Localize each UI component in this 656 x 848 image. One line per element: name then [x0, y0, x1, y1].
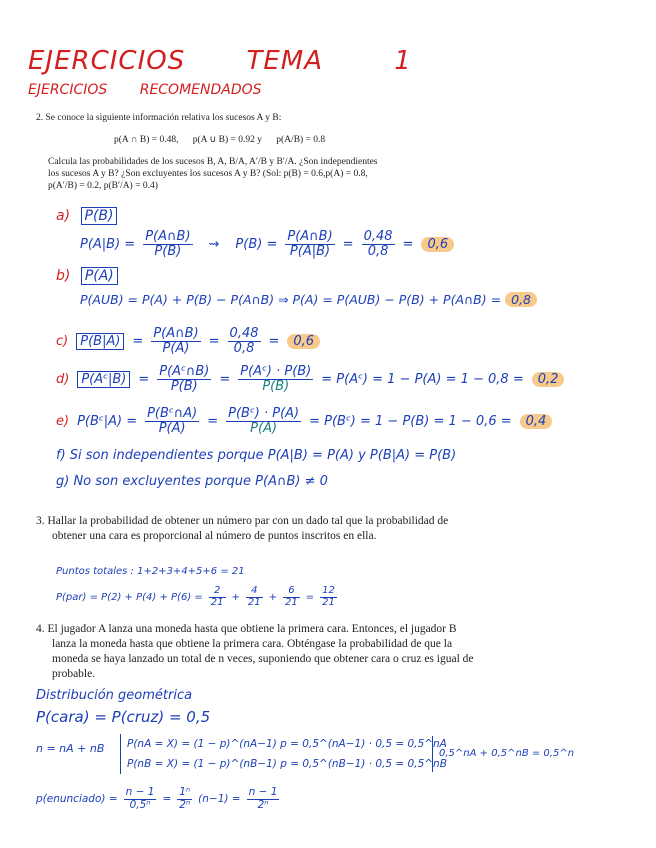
exercise-3-f4-den: 21	[322, 596, 335, 608]
title-number: 1	[394, 46, 412, 76]
answer-e-num-2: P(Bᶜ) · P(A)	[228, 405, 300, 421]
exercise-4-line-4: probable.	[52, 668, 96, 680]
answer-d-den-1: P(B)	[170, 378, 198, 394]
answer-a-den-2: P(A|B)	[289, 243, 331, 259]
exercise-3-statement	[36, 514, 448, 544]
answer-b-label: b)	[56, 268, 71, 284]
exercise-4-number: 4.	[36, 623, 45, 635]
exercise-4-n-sum: n = nA + nB	[36, 742, 105, 755]
exercise-4-final-den-1: 0,5ⁿ	[129, 798, 151, 811]
exercise-3-f2-num: 4	[246, 586, 263, 598]
exercise-2-number: 2.	[36, 113, 44, 123]
answer-b-box: P(A)	[81, 267, 118, 285]
exercise-4-final-num-1: n − 1	[125, 786, 155, 799]
page-subtitle: EJERCICIOS RECOMENDADOS	[28, 82, 262, 98]
answer-e-lhs: P(Bᶜ|A) =	[77, 413, 138, 429]
exercise-4-prob-equal: P(cara) = P(cruz) = 0,5	[36, 708, 211, 726]
answer-e-num-1: P(Bᶜ∩A)	[147, 405, 198, 421]
title-main: EJERCICIOS	[28, 46, 186, 76]
answer-d-box: P(Aᶜ|B)	[77, 371, 130, 388]
answer-d-num-1: P(Aᶜ∩B)	[159, 363, 210, 379]
answer-c-num-1: P(A∩B)	[153, 325, 199, 341]
exercise-3-f2-den: 21	[247, 596, 261, 608]
exercise-4-row-a: P(nA = X) = (1 − p)^(nA−1) p = 0,5^(nA−1) · 0,5 = 0,5^nA	[127, 738, 447, 750]
exercise-4-final-num-2: 1ⁿ	[179, 786, 191, 799]
answer-b-header	[56, 268, 118, 284]
exercise-3-number: 3.	[36, 515, 45, 527]
page-title	[28, 46, 412, 76]
answer-a-den-1: P(B)	[154, 243, 182, 259]
answer-e-tail: = P(Bᶜ) = 1 − P(B) = 1 − 0,6 =	[309, 413, 512, 429]
answer-f: f) Si son independientes porque P(A|B) = P(A) y P(B|A) = P(B)	[56, 448, 457, 463]
exercise-4-final	[36, 784, 279, 814]
exercise-3-solution: P(par) = P(2) + P(4) + P(6) = $\frac{2}{21}$ + $\frac{4}{21}$ + $\frac{6}{21}$ = $\frac{12}{21}$	[56, 585, 335, 608]
title-tema: TEMA	[246, 46, 323, 76]
exercise-4-final-den-2: 2ⁿ	[179, 798, 191, 811]
answer-b-formula	[80, 292, 537, 307]
answer-c-den-2: 0,8	[233, 340, 255, 356]
answer-a-formula: P(A|B) = $\frac{P(A\cap B)}{P(B)}$ ⇝ P(B) = $\frac{P(A\cap B)}{P(A|B)}$ = $\frac{0,48}{0,8}$ = 0,6	[80, 226, 454, 262]
exercise-2-question-3: p(A′/B) = 0.2, p(B′/A) = 0.4)	[48, 181, 158, 191]
exercise-3-f1-num: 2	[209, 586, 226, 598]
exercise-3-f4-num: 12	[322, 585, 335, 596]
exercise-2-intro: Se conoce la siguiente información relativa los sucesos A y B:	[45, 113, 282, 123]
exercise-2-given: p(A ∩ B) = 0.48, p(A ∪ B) = 0.92 y p(A/B) = 0.8	[114, 135, 326, 145]
exercise-4-line-2: lanza la moneda hasta que obtiene la primera cara. Obténgase la probabilidad de que la	[52, 638, 453, 650]
exercise-4-final-tail: (n−1) =	[198, 793, 241, 805]
answer-a-num-3: 0,48	[363, 228, 393, 244]
answer-d-tail: = P(Aᶜ) = 1 − P(A) = 1 − 0,8 =	[321, 371, 524, 387]
exercise-3-total: Puntos totales : 1+2+3+4+5+6 = 21	[56, 566, 245, 577]
answer-e-result: 0,4	[520, 414, 553, 429]
answer-c-den-1: P(A)	[162, 340, 190, 356]
answer-d-num-2: P(Aᶜ) · P(B)	[240, 363, 312, 379]
exercise-4-line-3: moneda se haya lanzado un total de n veces, suponiendo que obtener cara o cruz es igual de	[52, 653, 474, 665]
exercise-4-statement	[36, 622, 474, 682]
answer-e-den-1: P(A)	[158, 420, 186, 436]
answer-b-result: 0,8	[505, 292, 537, 307]
answer-a-header	[56, 208, 117, 224]
exercise-4-distribution: Distribución geométrica	[36, 688, 193, 703]
answer-d-result: 0,2	[532, 372, 565, 387]
answer-a-lhs: P(A|B) =	[80, 236, 136, 252]
exercise-4-final-pre: p(enunciado) =	[36, 793, 118, 805]
exercise-4-row-b: P(nB = X) = (1 − p)^(nB−1) p = 0,5^(nB−1) · 0,5 = 0,5^nB	[127, 758, 447, 770]
exercise-4-final-num-3: n − 1	[248, 786, 278, 799]
answer-a-label: a)	[56, 208, 71, 224]
answer-a-mid: P(B) =	[235, 236, 278, 252]
exercise-3-line-2: obtener una cara es proporcional al número de puntos inscritos en ella.	[52, 530, 377, 542]
answer-a-den-3: 0,8	[367, 243, 389, 259]
exercise-2-statement	[36, 112, 378, 192]
exercise-4-system	[120, 734, 447, 774]
answer-d-label: d)	[56, 371, 70, 387]
exercise-4-final-den-3: 2ⁿ	[257, 798, 269, 811]
answer-a-box: P(B)	[81, 207, 118, 225]
answer-a-result: 0,6	[421, 237, 454, 252]
answer-a-num-2: P(A∩B)	[287, 228, 333, 244]
exercise-2-question-1: Calcula las probabilidades de los sucesos B, A, B/A, A′/B y B′/A. ¿Son independientes	[48, 157, 378, 167]
exercise-3-f3-den: 21	[285, 596, 298, 608]
answer-d-formula: d) P(Aᶜ|B) = $\frac{\text{P(Aᶜ∩B)}}{P(B)}$ = $\frac{\text{P(Aᶜ) · P(B)}}{P(B)}$ = P(Aᶜ) = 1 − P(A) = 1 − 0,8 = 0,2	[56, 362, 564, 396]
exercise-4-result: 0,5^nA + 0,5^nB = 0,5^n	[432, 736, 574, 772]
answer-c-num-2: 0,48	[229, 325, 259, 341]
answer-e-label: e)	[56, 413, 70, 429]
answer-c-label: c)	[56, 333, 69, 349]
answer-a-num-1: P(A∩B)	[145, 228, 191, 244]
exercise-3-line-1: Hallar la probabilidad de obtener un número par con un dado tal que la probabilidad de	[47, 515, 449, 527]
answer-d-den-2: P(B)	[262, 378, 290, 394]
answer-e-formula: e) P(Bᶜ|A) = $\frac{\text{P(Bᶜ∩A)}}{P(A)}$ = $\frac{\text{P(Bᶜ) · P(A)}}{P(A)}$ = P(Bᶜ) = 1 − P(B) = 1 − 0,6 = 0,4	[56, 404, 552, 438]
answer-g: g) No son excluyentes porque P(A∩B) ≠ 0	[56, 474, 328, 489]
answer-c-box: P(B|A)	[76, 333, 124, 350]
answer-c-result: 0,6	[287, 334, 320, 349]
exercise-3-pre: P(par) = P(2) + P(4) + P(6) =	[56, 591, 203, 603]
exercise-3-f1-den: 21	[210, 596, 224, 608]
exercise-3-f3-num: 6	[283, 586, 300, 598]
exercise-4-line-1: El jugador A lanza una moneda hasta que obtiene la primera cara. Entonces, el jugador B	[47, 623, 457, 635]
answer-a-arrow: ⇝	[208, 236, 220, 252]
exercise-2-question-2: los sucesos A y B? ¿Son excluyentes los sucesos A y B? (Sol: p(B) = 0.6,p(A) = 0.8,	[48, 169, 368, 179]
answer-e-den-2: P(A)	[250, 420, 278, 436]
exercise-4-final-mid: =	[162, 793, 172, 805]
answer-b-line: P(AUB) = P(A) + P(B) − P(A∩B) ⇒ P(A) = P(AUB) − P(B) + P(A∩B) =	[80, 292, 502, 307]
answer-c-formula: c) P(B|A) = $\frac{P(A\cap B)}{P(A)}$ = $\frac{0,48}{0,8}$ = 0,6	[56, 324, 320, 358]
